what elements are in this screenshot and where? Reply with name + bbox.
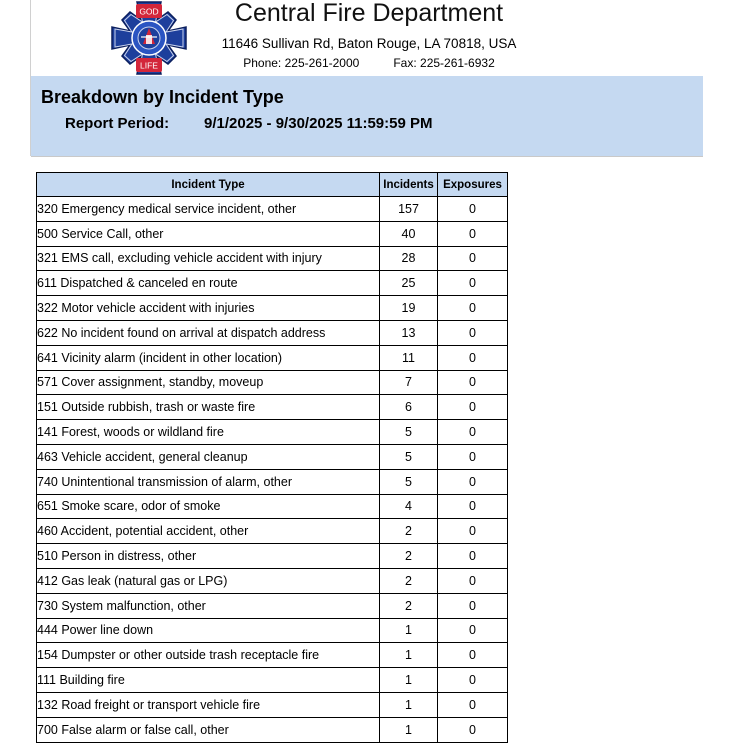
exposure-count-cell: 0: [438, 643, 508, 668]
incident-type-cell: 321 EMS call, excluding vehicle accident with injury: [37, 246, 380, 271]
table-row: [37, 296, 508, 321]
fire-department-badge-logo: [110, 0, 188, 76]
incident-count-cell: 19: [380, 296, 438, 321]
incident-type-cell: 641 Vicinity alarm (incident in other location): [37, 345, 380, 370]
incident-type-cell: 141 Forest, woods or wildland fire: [37, 420, 380, 445]
report-period-label: Report Period:: [65, 115, 170, 132]
incident-type-cell: 132 Road freight or transport vehicle fire: [37, 692, 380, 717]
report-header: [0, 0, 750, 76]
exposure-count-cell: 0: [438, 568, 508, 593]
column-header-incident-type: Incident Type: [37, 173, 380, 197]
table-row: [37, 568, 508, 593]
exposure-count-cell: 0: [438, 395, 508, 420]
incident-count-cell: 28: [380, 246, 438, 271]
incident-count-cell: 7: [380, 370, 438, 395]
incident-type-cell: 510 Person in distress, other: [37, 544, 380, 569]
incident-count-cell: 6: [380, 395, 438, 420]
exposure-count-cell: 0: [438, 420, 508, 445]
incident-count-cell: 2: [380, 544, 438, 569]
exposure-count-cell: 0: [438, 593, 508, 618]
exposure-count-cell: 0: [438, 444, 508, 469]
incident-count-cell: 2: [380, 568, 438, 593]
incident-count-cell: 1: [380, 717, 438, 742]
exposure-count-cell: 0: [438, 345, 508, 370]
incident-type-cell: 571 Cover assignment, standby, moveup: [37, 370, 380, 395]
incident-type-cell: 460 Accident, potential accident, other: [37, 519, 380, 544]
table-row: [37, 444, 508, 469]
table-row: [37, 643, 508, 668]
incident-count-cell: 1: [380, 692, 438, 717]
incident-type-cell: 320 Emergency medical service incident, other: [37, 197, 380, 222]
table-row: [37, 221, 508, 246]
incident-count-cell: 5: [380, 469, 438, 494]
table-row: [37, 271, 508, 296]
incident-type-cell: 740 Unintentional transmission of alarm, other: [37, 469, 380, 494]
table-row: [37, 717, 508, 742]
table-row: [37, 692, 508, 717]
fax-number: Fax: 225-261-6932: [393, 56, 495, 70]
incident-type-table: [36, 172, 508, 743]
table-row: [37, 668, 508, 693]
exposure-count-cell: 0: [438, 717, 508, 742]
organization-contact: [200, 55, 538, 71]
table-row: [37, 420, 508, 445]
exposure-count-cell: 0: [438, 296, 508, 321]
report-period-value: 9/1/2025 - 9/30/2025 11:59:59 PM: [204, 115, 433, 132]
exposure-count-cell: 0: [438, 320, 508, 345]
table-row: [37, 197, 508, 222]
incident-count-cell: 11: [380, 345, 438, 370]
incident-count-cell: 1: [380, 668, 438, 693]
table-row: [37, 395, 508, 420]
incident-count-cell: 4: [380, 494, 438, 519]
table-header-row: [37, 173, 508, 197]
incident-count-cell: 5: [380, 444, 438, 469]
incident-type-cell: 463 Vehicle accident, general cleanup: [37, 444, 380, 469]
organization-name: Central Fire Department: [234, 0, 504, 27]
exposure-count-cell: 0: [438, 370, 508, 395]
organization-address: 11646 Sullivan Rd, Baton Rouge, LA 70818, USA: [221, 36, 517, 51]
table-row: [37, 544, 508, 569]
incident-count-cell: 13: [380, 320, 438, 345]
exposure-count-cell: 0: [438, 271, 508, 296]
incident-count-cell: 1: [380, 643, 438, 668]
incident-type-cell: 700 False alarm or false call, other: [37, 717, 380, 742]
incident-count-cell: 2: [380, 519, 438, 544]
incident-type-cell: 412 Gas leak (natural gas or LPG): [37, 568, 380, 593]
exposure-count-cell: 0: [438, 221, 508, 246]
logo-bottom-text: LIFE: [140, 60, 158, 71]
incident-count-cell: 1: [380, 618, 438, 643]
table-row: [37, 494, 508, 519]
table-row: [37, 370, 508, 395]
incident-type-cell: 322 Motor vehicle accident with injuries: [37, 296, 380, 321]
table-row: [37, 320, 508, 345]
phone-number: Phone: 225-261-2000: [243, 56, 360, 70]
incident-type-cell: 611 Dispatched & canceled en route: [37, 271, 380, 296]
exposure-count-cell: 0: [438, 494, 508, 519]
incident-type-cell: 111 Building fire: [37, 668, 380, 693]
report-title-band: [31, 76, 703, 157]
exposure-count-cell: 0: [438, 246, 508, 271]
table-row: [37, 593, 508, 618]
incident-type-cell: 730 System malfunction, other: [37, 593, 380, 618]
table-row: [37, 519, 508, 544]
exposure-count-cell: 0: [438, 692, 508, 717]
logo-top-text: GOD: [139, 6, 159, 17]
exposure-count-cell: 0: [438, 519, 508, 544]
column-header-incidents: Incidents: [380, 173, 438, 197]
incident-count-cell: 5: [380, 420, 438, 445]
report-title: Breakdown by Incident Type: [41, 87, 284, 107]
incident-count-cell: 157: [380, 197, 438, 222]
exposure-count-cell: 0: [438, 618, 508, 643]
incident-type-cell: 500 Service Call, other: [37, 221, 380, 246]
exposure-count-cell: 0: [438, 544, 508, 569]
table-row: [37, 469, 508, 494]
table-row: [37, 618, 508, 643]
incident-type-cell: 151 Outside rubbish, trash or waste fire: [37, 395, 380, 420]
incident-type-cell: 444 Power line down: [37, 618, 380, 643]
incident-type-cell: 154 Dumpster or other outside trash receptacle fire: [37, 643, 380, 668]
exposure-count-cell: 0: [438, 668, 508, 693]
column-header-exposures: Exposures: [438, 173, 508, 197]
table-row: [37, 246, 508, 271]
exposure-count-cell: 0: [438, 197, 508, 222]
exposure-count-cell: 0: [438, 469, 508, 494]
incident-count-cell: 25: [380, 271, 438, 296]
table-row: [37, 345, 508, 370]
incident-type-cell: 622 No incident found on arrival at dispatch address: [37, 320, 380, 345]
incident-count-cell: 40: [380, 221, 438, 246]
incident-count-cell: 2: [380, 593, 438, 618]
incident-type-cell: 651 Smoke scare, odor of smoke: [37, 494, 380, 519]
